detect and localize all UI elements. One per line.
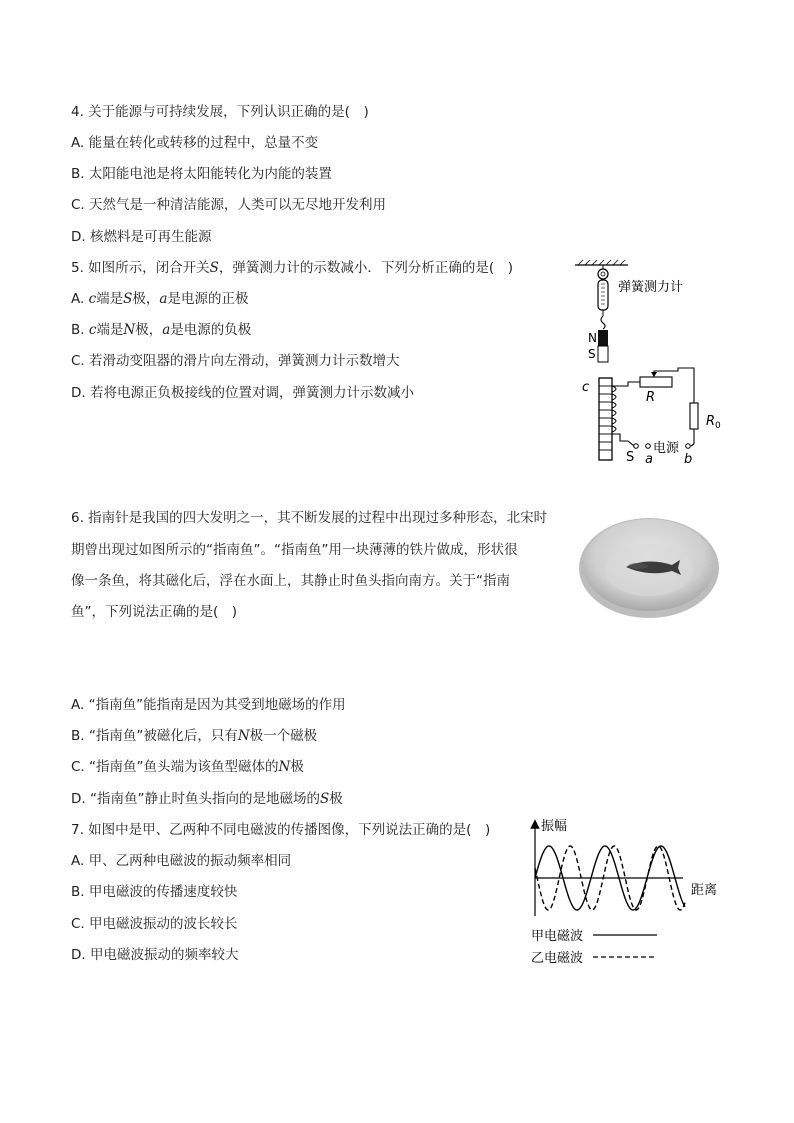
q4-option-c: C. 天然气是一种清洁能源，人类可以无尽地开发利用: [71, 197, 387, 213]
switch-s-label: S: [626, 450, 635, 465]
q7-option-b: B. 甲电磁波的传播速度较快: [71, 884, 238, 900]
q5-option-c: C. 若滑动变阻器的滑片向左滑动，弹簧测力计示数增大: [71, 353, 400, 369]
q4-option-a: A. 能量在转化或转移的过程中，总量不变: [71, 135, 319, 151]
q7-option-a: A. 甲、乙两种电磁波的振动频率相同: [71, 853, 292, 869]
q6-stem-line-2: 期曾出现过如图所示的“指南鱼”。“指南鱼”用一块薄薄的铁片做成，形状很: [71, 542, 518, 558]
q5-stem: 5. 如图所示，闭合开关S，弹簧测力计的示数减小．下列分析正确的是( ): [71, 260, 513, 276]
y-axis-label: 振幅: [541, 819, 568, 834]
wave-figure: [525, 816, 725, 968]
resistor-r0-label: $R_0$: [706, 414, 721, 431]
q5-option-b: B. c端是N极，a是电源的负极: [71, 322, 252, 338]
legend-yi-label: 乙电磁波: [531, 951, 584, 966]
q6-stem-line-4: 鱼”，下列说法正确的是( ): [71, 604, 238, 620]
q7-option-c: C. 甲电磁波振动的波长较长: [71, 916, 238, 932]
q4-option-b: B. 太阳能电池是将太阳能转化为内能的装置: [71, 166, 332, 182]
q6-option-c: C. “指南鱼”鱼头端为该鱼型磁体的N极: [71, 759, 304, 775]
q5-circuit-figure: [560, 258, 730, 468]
q5-option-a: A. c端是S极，a是电源的正极: [71, 291, 249, 307]
power-source-label: 电源: [653, 441, 680, 456]
q7-option-d: D. 甲电磁波振动的频率较大: [71, 947, 239, 963]
q6-option-b: B. “指南鱼”被磁化后，只有N极一个磁极: [71, 728, 318, 744]
x-axis-label: 距离: [691, 883, 718, 898]
magnet-n-label: N: [588, 331, 597, 345]
magnet-s-label: S: [588, 347, 596, 361]
q4-option-d: D. 核燃料是可再生能源: [71, 229, 212, 245]
terminal-b-label: b: [684, 452, 693, 467]
q6-stem-line-3: 像一条鱼，将其磁化后，浮在水面上，其静止时鱼头指向南方。关于“指南: [71, 573, 510, 589]
q6-stem-line-1: 6. 指南针是我国的四大发明之一，其不断发展的过程中出现过多种形态，北宋时: [71, 510, 548, 526]
rheostat-r-label: R: [646, 390, 656, 405]
terminal-a-label: a: [645, 452, 653, 467]
q6-option-a: A. “指南鱼”能指南是因为其受到地磁场的作用: [71, 697, 346, 713]
spring-scale-label: 弹簧测力计: [618, 280, 684, 295]
legend-jia-label: 甲电磁波: [531, 929, 584, 944]
q5-option-d: D. 若将电源正负极接线的位置对调，弹簧测力计示数减小: [71, 385, 414, 401]
q6-option-d: D. “指南鱼”静止时鱼头指向的是地磁场的S极: [71, 791, 343, 807]
q7-stem: 7. 如图中是甲、乙两种不同电磁波的传播图像，下列说法正确的是( ): [71, 822, 491, 838]
compass-fish-photo: [578, 510, 720, 620]
coil-end-c: c: [582, 380, 590, 395]
q4-stem: 4. 关于能源与可持续发展，下列认识正确的是( ): [71, 104, 369, 120]
